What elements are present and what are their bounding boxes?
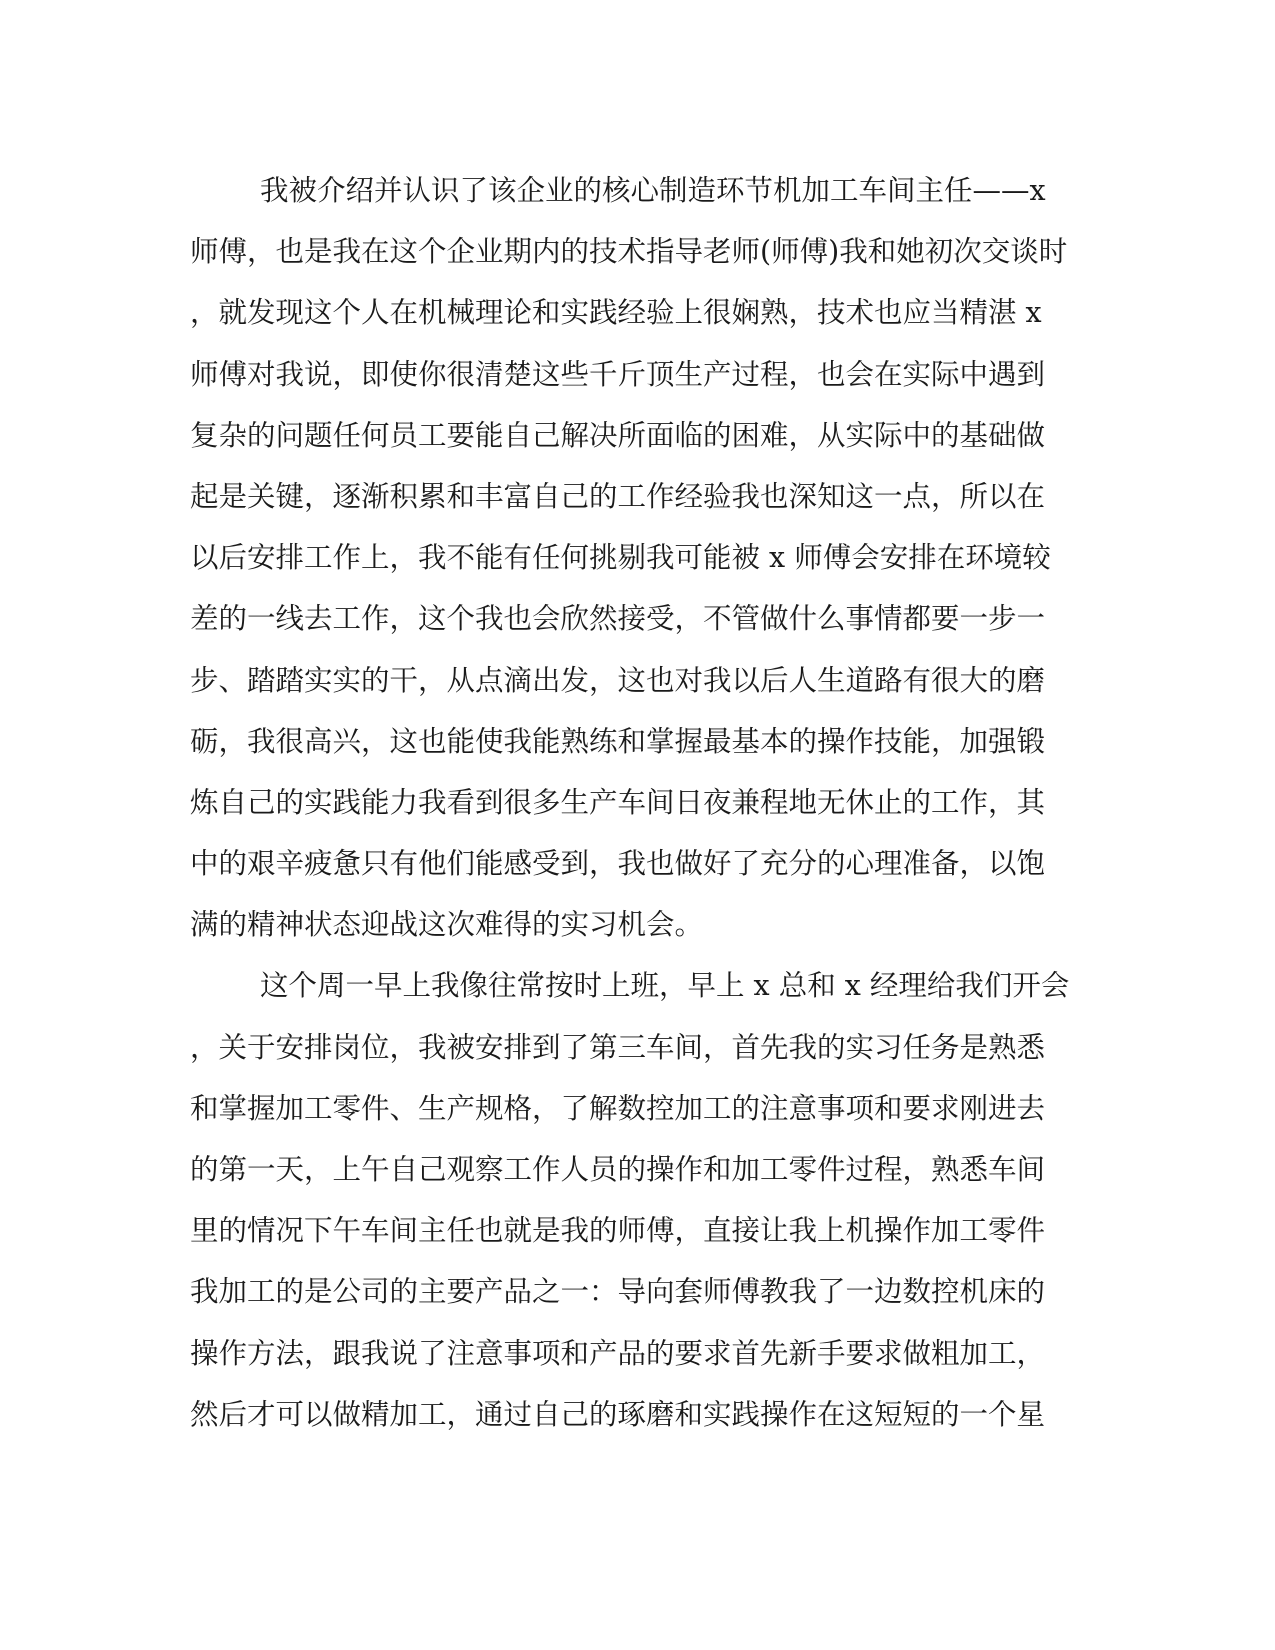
text-line: 和掌握加工零件、生产规格，了解数控加工的注意事项和要求刚进去 <box>190 1091 1046 1125</box>
text-line: 差的一线去工作，这个我也会欣然接受，不管做什么事情都要一步一 <box>190 602 1046 636</box>
paragraph-1 <box>190 160 1070 955</box>
text-line: 中的艰辛疲惫只有他们能感受到，我也做好了充分的心理准备，以饱 <box>190 847 1046 881</box>
text-line: 我被介绍并认识了该企业的核心制造环节机加工车间主任——x <box>260 174 1046 207</box>
text-line: 起是关键，逐渐积累和丰富自己的工作经验我也深知这一点，所以在 <box>190 479 1046 513</box>
text-line: 我加工的是公司的主要产品之一：导向套师傅教我了一边数控机床的 <box>190 1275 1046 1309</box>
text-line: 砺，我很高兴，这也能使我能熟练和掌握最基本的操作技能，加强锻 <box>190 724 1046 758</box>
text-line: 师傅对我说，即使你很清楚这些千斤顶生产过程，也会在实际中遇到 <box>190 357 1046 391</box>
text-line: 以后安排工作上，我不能有任何挑剔我可能被 x 师傅会安排在环境较 <box>190 541 1051 575</box>
paragraph-2 <box>190 955 1070 1445</box>
text-line: 炼自己的实践能力我看到很多生产车间日夜兼程地无休止的工作，其 <box>190 785 1046 819</box>
text-line: 操作方法，跟我说了注意事项和产品的要求首先新手要求做粗加工， <box>190 1336 1046 1370</box>
document-body <box>190 160 1070 1445</box>
text-line: 步、踏踏实实的干，从点滴出发，这也对我以后人生道路有很大的磨 <box>190 663 1046 697</box>
text-line: 然后才可以做精加工，通过自己的琢磨和实践操作在这短短的一个星 <box>190 1397 1046 1431</box>
text-line: 满的精神状态迎战这次难得的实习机会。 <box>190 908 704 942</box>
text-line: 里的情况下午车间主任也就是我的师傅，直接让我上机操作加工零件 <box>190 1214 1046 1248</box>
text-line: ，就发现这个人在机械理论和实践经验上很娴熟，技术也应当精湛 x <box>190 296 1042 330</box>
text-line: 师傅，也是我在这个企业期内的技术指导老师(师傅)我和她初次交谈时 <box>190 235 1068 269</box>
text-line: 的第一天，上午自己观察工作人员的操作和加工零件过程，熟悉车间 <box>190 1153 1046 1186</box>
text-line: 复杂的问题任何员工要能自己解决所面临的困难，从实际中的基础做 <box>190 418 1046 452</box>
text-line: ，关于安排岗位，我被安排到了第三车间，首先我的实习任务是熟悉 <box>190 1030 1046 1064</box>
text-line: 这个周一早上我像往常按时上班，早上 x 总和 x 经理给我们开会 <box>260 969 1070 1003</box>
